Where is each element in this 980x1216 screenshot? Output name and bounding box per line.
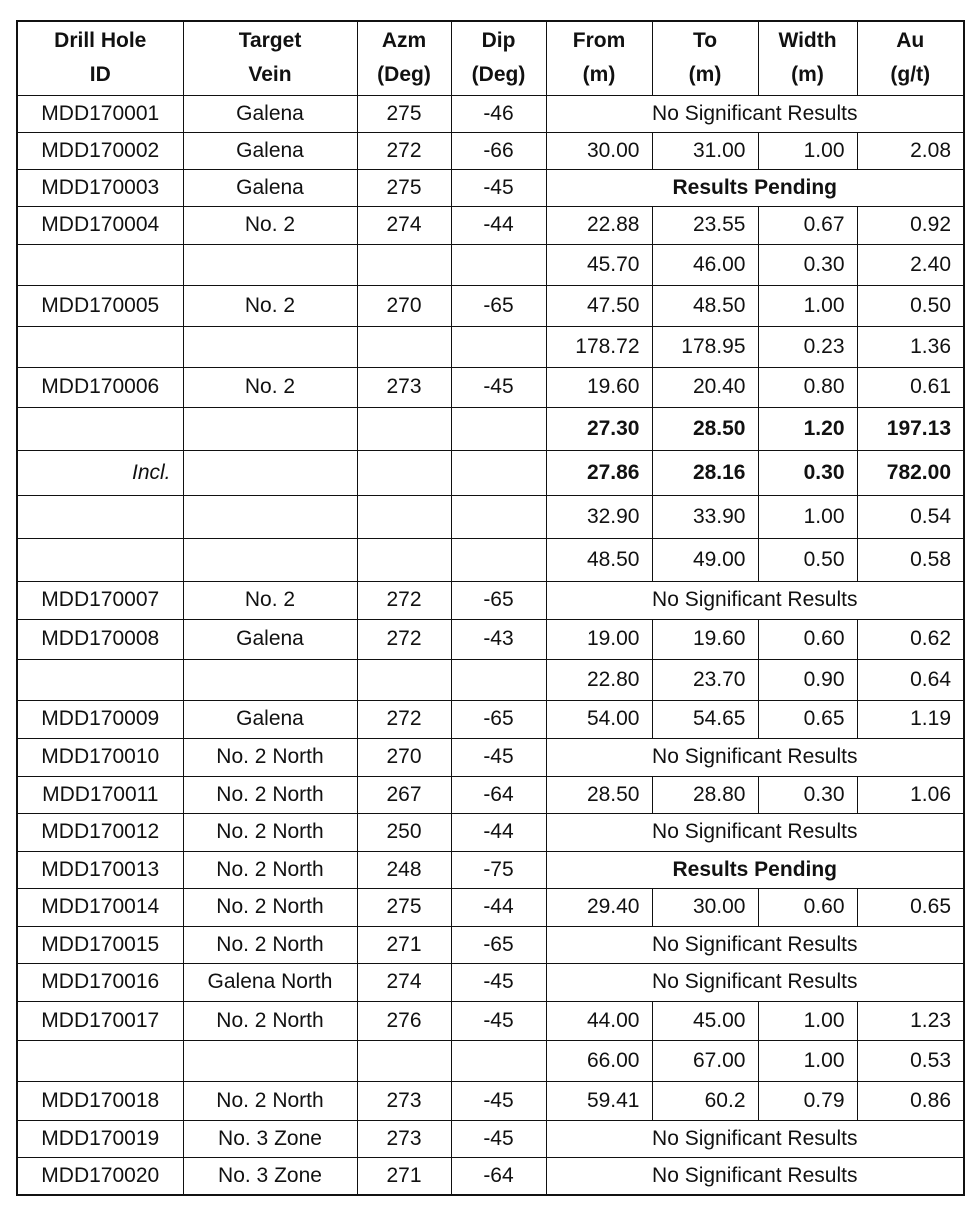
cell-target-vein: Galena: [183, 132, 357, 169]
cell-dip: -46: [451, 95, 546, 132]
status-no-significant-results: No Significant Results: [546, 963, 964, 1001]
cell-width: 1.00: [758, 1001, 857, 1040]
cell-azimuth: 276: [357, 1001, 451, 1040]
cell-target-vein: No. 3 Zone: [183, 1157, 357, 1195]
cell-drill-hole-id: MDD170002: [17, 132, 183, 169]
cell-from: 48.50: [546, 538, 652, 581]
table-row: [17, 619, 964, 659]
cell-dip: -65: [451, 581, 546, 619]
cell-target-vein: No. 3 Zone: [183, 1120, 357, 1157]
cell-target-vein: [183, 407, 357, 450]
header-target-vein: Target Vein: [183, 21, 357, 95]
header-drill-hole-id: Drill Hole ID: [17, 21, 183, 95]
cell-azimuth: 274: [357, 206, 451, 244]
table-row: [17, 581, 964, 619]
status-no-significant-results: No Significant Results: [546, 95, 964, 132]
cell-target-vein: No. 2: [183, 367, 357, 407]
cell-width: 0.65: [758, 700, 857, 738]
cell-from: 19.00: [546, 619, 652, 659]
cell-target-vein: No. 2: [183, 285, 357, 326]
cell-from: 44.00: [546, 1001, 652, 1040]
cell-to: 178.95: [652, 326, 758, 367]
table-row: [17, 367, 964, 407]
cell-dip: [451, 1040, 546, 1081]
cell-dip: -45: [451, 169, 546, 206]
cell-width: 0.79: [758, 1081, 857, 1120]
cell-drill-hole-id: [17, 659, 183, 700]
table-row: [17, 132, 964, 169]
cell-to: 23.70: [652, 659, 758, 700]
cell-width: 0.90: [758, 659, 857, 700]
cell-azimuth: 273: [357, 1081, 451, 1120]
header-au-grade: Au (g/t): [857, 21, 964, 95]
cell-azimuth: 273: [357, 367, 451, 407]
header-from: From (m): [546, 21, 652, 95]
cell-azimuth: 274: [357, 963, 451, 1001]
cell-width: 0.23: [758, 326, 857, 367]
cell-dip: -45: [451, 1081, 546, 1120]
cell-dip: -75: [451, 851, 546, 888]
cell-drill-hole-id: MDD170007: [17, 581, 183, 619]
table-row: [17, 538, 964, 581]
cell-dip: -45: [451, 1001, 546, 1040]
cell-target-vein: No. 2: [183, 581, 357, 619]
cell-au-grade: 2.40: [857, 244, 964, 285]
table-row: [17, 206, 964, 244]
table-row: [17, 326, 964, 367]
header-width: Width (m): [758, 21, 857, 95]
cell-azimuth: 271: [357, 1157, 451, 1195]
cell-azimuth: 275: [357, 169, 451, 206]
status-no-significant-results: No Significant Results: [546, 738, 964, 776]
cell-to: 48.50: [652, 285, 758, 326]
table-row: [17, 244, 964, 285]
table-row: [17, 495, 964, 538]
cell-from: 59.41: [546, 1081, 652, 1120]
cell-dip: [451, 659, 546, 700]
cell-drill-hole-id: MDD170018: [17, 1081, 183, 1120]
cell-width: 0.30: [758, 244, 857, 285]
cell-target-vein: Galena: [183, 169, 357, 206]
cell-au-grade: 1.19: [857, 700, 964, 738]
cell-azimuth: 275: [357, 95, 451, 132]
cell-drill-hole-id: MDD170012: [17, 813, 183, 851]
cell-from: 54.00: [546, 700, 652, 738]
cell-azimuth: [357, 407, 451, 450]
cell-target-vein: [183, 659, 357, 700]
cell-drill-hole-id: [17, 326, 183, 367]
status-no-significant-results: No Significant Results: [546, 1157, 964, 1195]
cell-azimuth: 270: [357, 738, 451, 776]
cell-from: 45.70: [546, 244, 652, 285]
cell-dip: -45: [451, 1120, 546, 1157]
cell-drill-hole-id: MDD170006: [17, 367, 183, 407]
cell-target-vein: [183, 495, 357, 538]
cell-azimuth: [357, 450, 451, 495]
status-results-pending: Results Pending: [546, 169, 964, 206]
cell-to: 54.65: [652, 700, 758, 738]
cell-au-grade: 197.13: [857, 407, 964, 450]
cell-width: 0.50: [758, 538, 857, 581]
table-row: [17, 659, 964, 700]
header-to: To (m): [652, 21, 758, 95]
cell-dip: -45: [451, 963, 546, 1001]
table-row: [17, 1120, 964, 1157]
cell-dip: -66: [451, 132, 546, 169]
cell-au-grade: 0.54: [857, 495, 964, 538]
table-row: [17, 851, 964, 888]
cell-au-grade: 1.23: [857, 1001, 964, 1040]
status-no-significant-results: No Significant Results: [546, 813, 964, 851]
cell-drill-hole-id: Incl.: [17, 450, 183, 495]
cell-azimuth: 272: [357, 581, 451, 619]
table-row: [17, 963, 964, 1001]
cell-width: 1.00: [758, 495, 857, 538]
cell-target-vein: Galena: [183, 619, 357, 659]
table-row: [17, 1040, 964, 1081]
table-body: [17, 95, 964, 1195]
cell-width: 1.00: [758, 132, 857, 169]
cell-dip: -64: [451, 1157, 546, 1195]
cell-width: 0.30: [758, 450, 857, 495]
cell-width: 1.20: [758, 407, 857, 450]
table-row: [17, 1081, 964, 1120]
cell-azimuth: 272: [357, 700, 451, 738]
cell-dip: [451, 326, 546, 367]
cell-au-grade: 2.08: [857, 132, 964, 169]
table-row: [17, 95, 964, 132]
cell-azimuth: 270: [357, 285, 451, 326]
table-row: [17, 776, 964, 813]
cell-target-vein: No. 2 North: [183, 813, 357, 851]
cell-to: 20.40: [652, 367, 758, 407]
cell-dip: [451, 538, 546, 581]
cell-to: 60.2: [652, 1081, 758, 1120]
cell-from: 19.60: [546, 367, 652, 407]
cell-drill-hole-id: MDD170008: [17, 619, 183, 659]
cell-drill-hole-id: MDD170001: [17, 95, 183, 132]
cell-from: 32.90: [546, 495, 652, 538]
cell-azimuth: 267: [357, 776, 451, 813]
cell-from: 22.80: [546, 659, 652, 700]
table-row: [17, 926, 964, 963]
cell-from: 27.30: [546, 407, 652, 450]
table-row: [17, 813, 964, 851]
cell-drill-hole-id: [17, 495, 183, 538]
cell-drill-hole-id: [17, 244, 183, 285]
cell-drill-hole-id: MDD170004: [17, 206, 183, 244]
cell-target-vein: [183, 538, 357, 581]
cell-au-grade: 0.58: [857, 538, 964, 581]
cell-drill-hole-id: MDD170009: [17, 700, 183, 738]
cell-width: 0.80: [758, 367, 857, 407]
cell-target-vein: No. 2 North: [183, 888, 357, 926]
status-no-significant-results: No Significant Results: [546, 1120, 964, 1157]
cell-au-grade: 0.92: [857, 206, 964, 244]
cell-width: 1.00: [758, 1040, 857, 1081]
cell-drill-hole-id: MDD170015: [17, 926, 183, 963]
cell-dip: -65: [451, 700, 546, 738]
cell-to: 67.00: [652, 1040, 758, 1081]
cell-width: 0.60: [758, 888, 857, 926]
cell-azimuth: 250: [357, 813, 451, 851]
table-row: [17, 700, 964, 738]
cell-target-vein: [183, 326, 357, 367]
cell-drill-hole-id: MDD170016: [17, 963, 183, 1001]
cell-drill-hole-id: MDD170010: [17, 738, 183, 776]
cell-target-vein: Galena: [183, 95, 357, 132]
cell-azimuth: [357, 495, 451, 538]
status-results-pending: Results Pending: [546, 851, 964, 888]
cell-azimuth: 275: [357, 888, 451, 926]
cell-from: 30.00: [546, 132, 652, 169]
cell-drill-hole-id: [17, 538, 183, 581]
cell-to: 46.00: [652, 244, 758, 285]
cell-drill-hole-id: MDD170003: [17, 169, 183, 206]
status-no-significant-results: No Significant Results: [546, 581, 964, 619]
cell-target-vein: No. 2 North: [183, 926, 357, 963]
drill-results-table: [16, 20, 965, 1196]
cell-azimuth: 271: [357, 926, 451, 963]
cell-width: 0.60: [758, 619, 857, 659]
cell-au-grade: 1.36: [857, 326, 964, 367]
cell-to: 19.60: [652, 619, 758, 659]
cell-target-vein: Galena: [183, 700, 357, 738]
cell-azimuth: 248: [357, 851, 451, 888]
cell-dip: -65: [451, 926, 546, 963]
cell-to: 31.00: [652, 132, 758, 169]
cell-to: 33.90: [652, 495, 758, 538]
cell-drill-hole-id: MDD170014: [17, 888, 183, 926]
header-row: [17, 21, 964, 95]
cell-dip: [451, 407, 546, 450]
cell-au-grade: 0.62: [857, 619, 964, 659]
cell-azimuth: [357, 244, 451, 285]
cell-drill-hole-id: MDD170013: [17, 851, 183, 888]
table-row: [17, 285, 964, 326]
cell-from: 22.88: [546, 206, 652, 244]
cell-from: 29.40: [546, 888, 652, 926]
cell-dip: [451, 450, 546, 495]
cell-target-vein: No. 2: [183, 206, 357, 244]
cell-dip: -44: [451, 206, 546, 244]
cell-dip: [451, 495, 546, 538]
cell-azimuth: 272: [357, 619, 451, 659]
cell-target-vein: Galena North: [183, 963, 357, 1001]
cell-from: 47.50: [546, 285, 652, 326]
cell-dip: -43: [451, 619, 546, 659]
cell-drill-hole-id: MDD170005: [17, 285, 183, 326]
cell-au-grade: 0.64: [857, 659, 964, 700]
cell-target-vein: [183, 1040, 357, 1081]
cell-drill-hole-id: [17, 1040, 183, 1081]
cell-au-grade: 0.61: [857, 367, 964, 407]
cell-dip: -65: [451, 285, 546, 326]
cell-to: 28.80: [652, 776, 758, 813]
table-row: [17, 169, 964, 206]
header-azimuth: Azm (Deg): [357, 21, 451, 95]
cell-target-vein: [183, 244, 357, 285]
cell-to: 49.00: [652, 538, 758, 581]
cell-to: 45.00: [652, 1001, 758, 1040]
cell-to: 28.50: [652, 407, 758, 450]
cell-from: 66.00: [546, 1040, 652, 1081]
cell-dip: -45: [451, 738, 546, 776]
cell-azimuth: [357, 659, 451, 700]
cell-from: 28.50: [546, 776, 652, 813]
cell-target-vein: No. 2 North: [183, 1001, 357, 1040]
table-row: [17, 738, 964, 776]
cell-to: 28.16: [652, 450, 758, 495]
cell-au-grade: 0.86: [857, 1081, 964, 1120]
cell-target-vein: No. 2 North: [183, 851, 357, 888]
cell-from: 178.72: [546, 326, 652, 367]
cell-azimuth: [357, 326, 451, 367]
cell-azimuth: 273: [357, 1120, 451, 1157]
header-dip: Dip (Deg): [451, 21, 546, 95]
cell-au-grade: 0.53: [857, 1040, 964, 1081]
cell-from: 27.86: [546, 450, 652, 495]
table-row: [17, 450, 964, 495]
cell-dip: -44: [451, 888, 546, 926]
cell-azimuth: [357, 538, 451, 581]
cell-drill-hole-id: MDD170019: [17, 1120, 183, 1157]
cell-dip: -64: [451, 776, 546, 813]
cell-width: 1.00: [758, 285, 857, 326]
table-row: [17, 1157, 964, 1195]
status-no-significant-results: No Significant Results: [546, 926, 964, 963]
cell-to: 23.55: [652, 206, 758, 244]
table-row: [17, 888, 964, 926]
cell-azimuth: 272: [357, 132, 451, 169]
cell-target-vein: No. 2 North: [183, 776, 357, 813]
cell-target-vein: [183, 450, 357, 495]
cell-au-grade: 782.00: [857, 450, 964, 495]
cell-width: 0.30: [758, 776, 857, 813]
cell-drill-hole-id: MDD170020: [17, 1157, 183, 1195]
cell-au-grade: 1.06: [857, 776, 964, 813]
cell-au-grade: 0.50: [857, 285, 964, 326]
cell-width: 0.67: [758, 206, 857, 244]
cell-azimuth: [357, 1040, 451, 1081]
cell-drill-hole-id: [17, 407, 183, 450]
cell-target-vein: No. 2 North: [183, 738, 357, 776]
cell-drill-hole-id: MDD170017: [17, 1001, 183, 1040]
table-row: [17, 1001, 964, 1040]
cell-au-grade: 0.65: [857, 888, 964, 926]
cell-drill-hole-id: MDD170011: [17, 776, 183, 813]
cell-dip: [451, 244, 546, 285]
cell-dip: -45: [451, 367, 546, 407]
cell-target-vein: No. 2 North: [183, 1081, 357, 1120]
cell-to: 30.00: [652, 888, 758, 926]
cell-dip: -44: [451, 813, 546, 851]
table-row: [17, 407, 964, 450]
